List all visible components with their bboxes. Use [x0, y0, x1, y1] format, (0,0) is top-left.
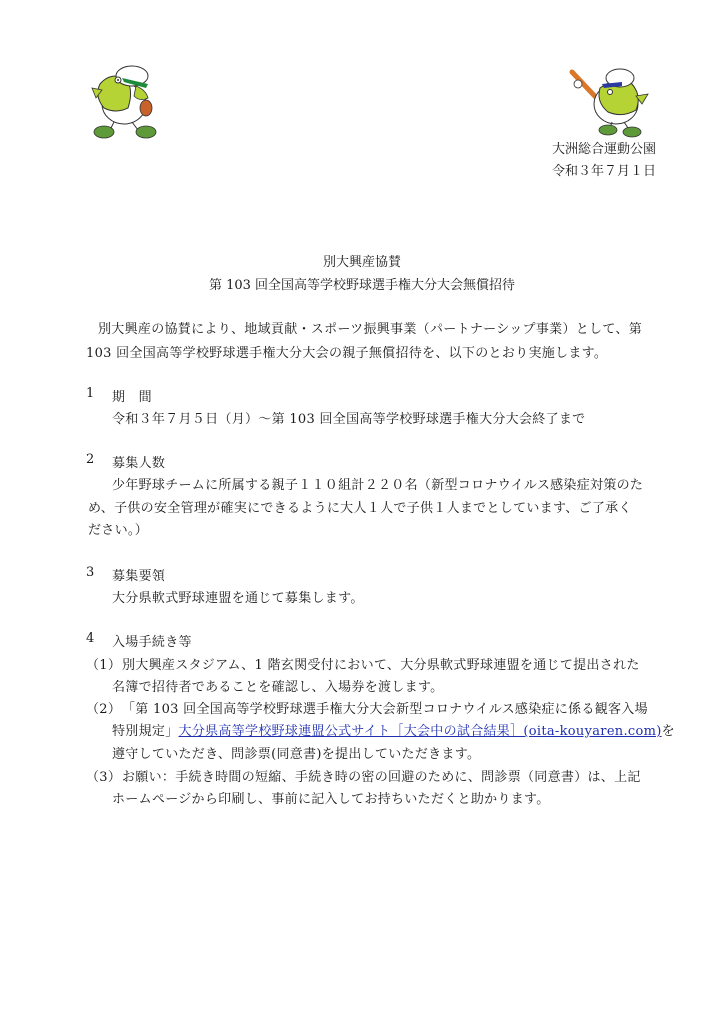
- item-2-label: （2）: [86, 702, 122, 717]
- document-date: 令和３年７月１日: [551, 164, 656, 179]
- item-1-label: （1）: [86, 658, 122, 673]
- section-2-number: 2: [86, 452, 95, 467]
- item-2-line-2-prefix: 特別規定」: [112, 724, 179, 739]
- section-3-text: 大分県軟式野球連盟を通じて募集します。: [112, 591, 364, 606]
- item-1-line-1: 別大興産スタジアム、1 階玄関受付において、大分県軟式野球連盟を通じて提出された: [122, 658, 640, 673]
- item-3-line-2: ホームページから印刷し、事前に記入してお持ちいただくと助かります。: [112, 792, 550, 807]
- item-3-label: （3）: [86, 770, 122, 785]
- intro-line-1: 別大興産の協賛により、地域貢献・スポーツ振興事業（パートナーシップ事業）として、第: [98, 322, 643, 337]
- section-3-heading: 募集要領: [112, 569, 166, 584]
- kouyaren-site-link[interactable]: 大分県高等学校野球連盟公式サイト［大会中の試合結果］(oita-kouyaren.com): [178, 724, 662, 739]
- document-title: 第 103 回全国高等学校野球選手権大分大会無償招待: [208, 278, 516, 293]
- mascot-bird-with-bat-icon: [566, 66, 650, 138]
- section-2-text-2: め、子供の安全管理が確実にできるように大人１人で子供１人までとしています、ご了承く: [88, 501, 632, 516]
- item-1-line-2: 名簿で招待者であることを確認し、入場券を渡します。: [112, 680, 444, 695]
- section-2-heading: 募集人数: [112, 456, 166, 471]
- section-2-text-1: 少年野球チームに所属する親子１１０組計２２０名（新型コロナウイルス感染症対策のた: [112, 478, 644, 493]
- item-3-line-1: お願い：手続き時間の短縮、手続き時の密の回避のために、問診票（同意書）は、上記: [122, 770, 641, 785]
- mascot-bird-with-glove-icon: [88, 64, 168, 140]
- item-2-line-3: 遵守していただき、問診票(同意書)を提出していただきます。: [112, 747, 481, 762]
- section-1-number: 1: [86, 386, 95, 401]
- organization-name: 大洲総合運動公園: [551, 142, 656, 157]
- section-4-number: 4: [86, 631, 95, 646]
- section-1-heading: 期 間: [112, 390, 152, 405]
- intro-line-2: 103 回全国高等学校野球選手権大分大会の親子無償招待を、以下のとおり実施します。: [86, 346, 608, 361]
- item-2-line-2: [112, 720, 675, 739]
- section-2-text-3: ださい。）: [88, 523, 149, 538]
- section-3-number: 3: [86, 565, 95, 580]
- document-subtitle: 別大興産協賛: [322, 255, 401, 270]
- item-2-line-2-suffix: を: [661, 724, 675, 739]
- item-2-line-1: 「第 103 回全国高等学校野球選手権大分大会新型コロナウイルス感染症に係る観客入場: [122, 702, 648, 717]
- section-4-heading: 入場手続き等: [112, 635, 192, 650]
- section-1-text: 令和３年７月５日（月）～第 103 回全国高等学校野球選手権大分大会終了まで: [112, 412, 586, 427]
